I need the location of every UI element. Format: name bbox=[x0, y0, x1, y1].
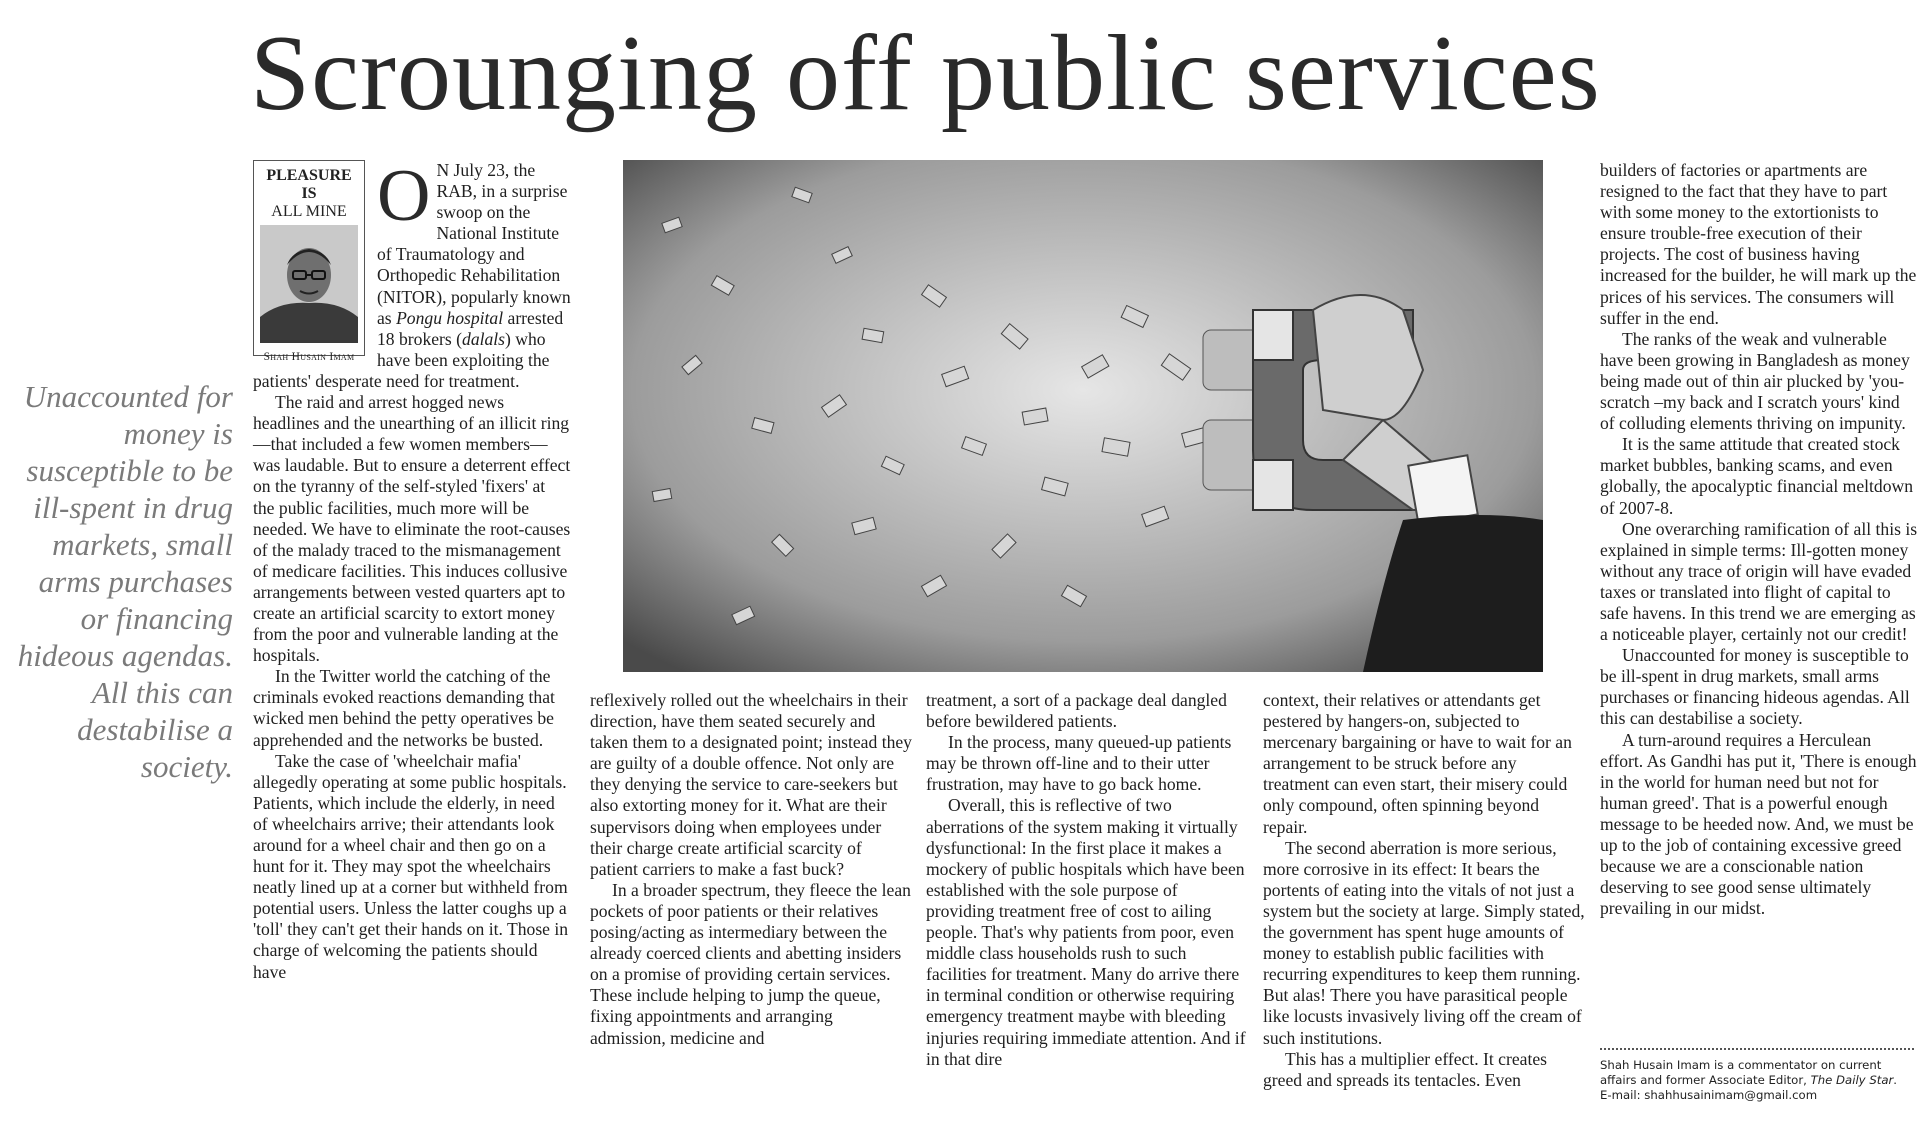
author-name: Shah Husain Imam bbox=[263, 351, 355, 363]
headline: Scrounging off public services bbox=[250, 14, 1601, 133]
magnet-money-photo-icon bbox=[623, 160, 1543, 672]
paragraph-15: It is the same attitude that created stock market bubbles, banking scams, and even globally, the apocalyptic financial meltdown of 2007-8. bbox=[1600, 434, 1914, 518]
paragraph-6: In a broader spectrum, they fleece the lean pockets of poor patients or their relatives posing/acting as intermediary between the already coerced clients and abetting insiders on a promise of providing certain services. These include helping to jump the queue, fixing appointments and arranging admission, medicine and bbox=[590, 879, 911, 1048]
pull-quote: Unaccounted for money is susceptible to be ill-spent in drug markets, small arms purchases or financing hideous agendas. All this can destabilise a society. bbox=[17, 379, 233, 784]
paragraph-16: One overarching ramification of all this is explained in simple terms: Ill-gotten money without any trace of origin will have evaded taxes or translated into flight of capital to safe havens. In this trend we are emerging as a noticeable player, certainly not our credit! bbox=[1600, 518, 1918, 645]
article-column-2 bbox=[590, 690, 912, 1049]
paragraph-18: A turn-around requires a Herculean effort. As Gandhi has put it, 'There is enough in the world for human need but not for human greed'. That is a powerful enough message to be heeded now. And, we must be up to the job of containing excessive greed because we are a conscionable nation deserving to see good sense ultimately prevailing in our midst. bbox=[1600, 729, 1917, 919]
footnote-bio: Shah Husain Imam is a commentator on current affairs and former Associate Editor, bbox=[1600, 1058, 1882, 1087]
paragraph-11: The second aberration is more serious, more corrosive in its effect: It bears the portents of eating into the vitals of not just a system but the society at large. Simply stated, the government has spent huge amounts of money to establish public facilities with recurring expenditures to keep them running. But alas! There you have parasitical people like locusts invasively living off the cream of such institutions. bbox=[1263, 837, 1585, 1048]
article-column-4 bbox=[1263, 690, 1585, 1091]
author-footnote bbox=[1600, 1058, 1920, 1103]
paragraph-1a: N July 23, the RAB, in a surprise swoop on the National Institute of Traumatology and Orthopedic Rehabilitation (NITOR), popularly known as bbox=[377, 160, 571, 328]
article-column-3 bbox=[926, 690, 1248, 1070]
paragraph-1b: arrested 18 brokers ( bbox=[377, 307, 564, 349]
author-photo bbox=[260, 225, 358, 343]
footnote-email[interactable]: E-mail: shahhusainimam@gmail.com bbox=[1600, 1088, 1818, 1102]
article-photo bbox=[623, 160, 1543, 672]
column-title-line1: PLEASURE IS bbox=[266, 167, 352, 202]
paragraph-5: reflexively rolled out the wheelchairs in their direction, have them seated securely and taken them to a designated point; instead they are guilty of a double offence. Not only are they denying the service to care-seekers but also extorting money for it. What are their supervisors doing when employees under their charge create artificial scarcity of patient carriers to make a fast buck? bbox=[590, 690, 912, 879]
footnote-publication: The Daily Star bbox=[1810, 1073, 1894, 1087]
paragraph-10: context, their relatives or attendants get pestered by hangers-on, subjected to mercenary bargaining or have to wait for an arrangement to be struck before any treatment can even start, their misery could only compound, often spinning beyond repair. bbox=[1263, 690, 1572, 837]
column-title-line2: ALL MINE bbox=[271, 203, 347, 220]
paragraph-2: The raid and arrest hogged news headlines and the unearthing of an illicit ring—that included a few women members—was laudable. But to ensure a deterrent effect on the tyranny of the self-styled 'fixers' at the public facilities, much more will be needed. We have to eliminate the root-causes of the malady traced to the mismanagement of medicare facilities. This induces collusive arrangements between vested quarters apt to create an artificial scarcity to extort money from the poor and vulnerable landing at the hospitals. bbox=[253, 392, 571, 666]
footnote-divider bbox=[1600, 1048, 1914, 1050]
paragraph-8: In the process, many queued-up patients may be thrown off-line and to their utter frustration, may have to go back home. bbox=[926, 732, 1232, 795]
paragraph-3: In the Twitter world the catching of the criminals evoked reactions demanding that wicked men behind the petty operatives be apprehended and the networks be busted. bbox=[253, 666, 555, 750]
drop-cap: O bbox=[377, 155, 431, 237]
paragraph-12: This has a multiplier effect. It creates greed and spreads its tentacles. Even bbox=[1263, 1048, 1548, 1090]
paragraph-13: builders of factories or apartments are resigned to the fact that they have to part with some money to the extortionists to ensure trouble-free execution of their projects. The cost of business having increased for the builder, he will mark up the prices of his services. The consumers will suffer in the end. bbox=[1600, 160, 1917, 328]
paragraph-4: Take the case of 'wheelchair mafia' allegedly operating at some public hospitals. Patients, which include the elderly, in need of wheelchairs arrive; their attendants look around for a wheel chair and then go on a hunt for it. They may spot the wheelchairs neatly lined up at a corner but withheld from potential users. Unless the latter coughs up a 'toll' they can't get their hands on it. Those in charge of welcoming the patients should have bbox=[253, 750, 569, 982]
column-byline-box bbox=[253, 160, 365, 363]
author-portrait-icon bbox=[260, 225, 358, 343]
paragraph-1-emphasis-2: dalals bbox=[462, 328, 506, 349]
paragraph-1-emphasis: Pongu hospital bbox=[396, 307, 504, 328]
footnote-bio-end: . bbox=[1893, 1073, 1898, 1087]
paragraph-1c: ) who have been exploiting the patients' desperate need for treatment. bbox=[253, 328, 550, 391]
paragraph-9: Overall, this is reflective of two aberrations of the system making it virtually dysfunctional: In the first place it makes a mockery of public hospitals which have been established with the sole purpose of providing treatment free of cost to ailing people. That's why patients from poor, even middle class households rush to such facilities for treatment. Many do arrive there in terminal condition or otherwise requiring emergency treatment maybe with bleeding injuries requiring immediate attention. And if in that dire bbox=[926, 795, 1246, 1069]
article-column-5 bbox=[1600, 160, 1918, 919]
paragraph-14: The ranks of the weak and vulnerable have been growing in Bangladesh as money being made out of thin air plucked by 'you-scratch –my back and I scratch yours' kind of colluding elements thriving on impunity. bbox=[1600, 328, 1910, 434]
paragraph-17: Unaccounted for money is susceptible to be ill-spent in drug markets, small arms purchases or financing hideous agendas. All this can destabilise a society. bbox=[1600, 645, 1910, 729]
article-column-1 bbox=[253, 155, 571, 983]
paragraph-7: treatment, a sort of a package deal dangled before bewildered patients. bbox=[926, 690, 1227, 732]
